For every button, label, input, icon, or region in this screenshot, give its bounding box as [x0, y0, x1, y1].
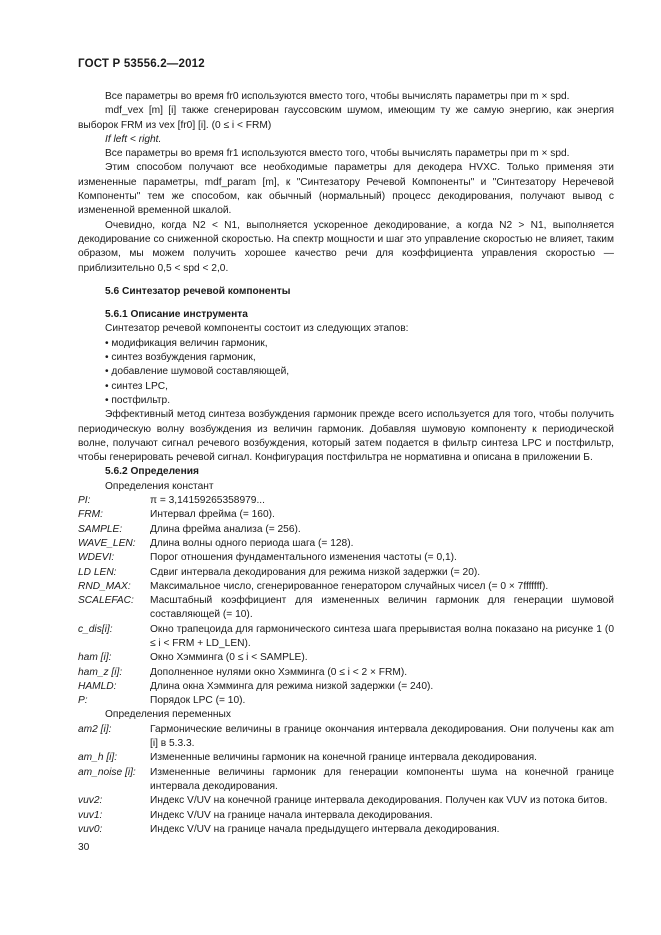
definition-text: Индекс V/UV на конечной границе интервала декодирования. Получен как VUV из потока битов. — [150, 795, 608, 807]
definition-term: ham [i]: — [78, 652, 112, 664]
paragraph: If left < right. — [105, 133, 162, 145]
definition-term: WDEVI: — [78, 552, 115, 564]
definition-row — [78, 508, 614, 522]
variables-list — [78, 723, 614, 837]
page-content — [78, 90, 614, 837]
paragraph: Очевидно, когда N2 < N1, выполняется ускоренное декодирование, а когда N2 > N1, выполняется декодирование со сниженной скоростью. На спектр мощности и шаг это управление скоростью не влияет, таким образом, мы можем получить хорошее качество речи для коэффициента управления скоростью — приблизительно 0,5 < spd < 2,0. — [78, 219, 614, 274]
definition-term: SCALEFAC: — [78, 595, 134, 607]
definition-row — [78, 823, 614, 837]
definition-term: HAMLD: — [78, 680, 117, 692]
definition-text: Длина волны одного периода шага (= 128). — [150, 537, 354, 549]
definition-term: P: — [78, 695, 88, 707]
definition-row — [78, 623, 614, 652]
definition-row — [78, 694, 614, 708]
definition-term: am_noise [i]: — [78, 766, 136, 778]
definition-row — [78, 523, 614, 537]
definition-row — [78, 537, 614, 551]
definition-row — [78, 566, 614, 580]
section-heading: 5.6 Синтезатор речевой компоненты — [105, 285, 291, 297]
subsection-heading: 5.6.2 Определения — [105, 466, 199, 478]
definition-row — [78, 809, 614, 823]
standard-header: ГОСТ Р 53556.2—2012 — [78, 58, 205, 70]
definition-text: Порядок LPC (= 10). — [150, 695, 246, 707]
definition-row — [78, 723, 614, 752]
definition-term: FRM: — [78, 509, 103, 521]
constants-list — [78, 494, 614, 708]
list-item: • синтез возбуждения гармоник, — [105, 352, 256, 364]
list-item: • добавление шумовой составляющей, — [105, 366, 290, 378]
page-number: 30 — [78, 842, 90, 853]
definition-text: Масштабный коэффициент для измененных величин гармоник для генерации шумовой составляющей (= 10). — [150, 595, 614, 621]
definition-text: Дополненное нулями окно Хэмминга (0 ≤ i < 2 × FRM). — [150, 666, 408, 678]
definition-text: π = 3,14159265358979... — [150, 495, 265, 507]
definition-text: Сдвиг интервала декодирования для режима низкой задержки (= 20). — [150, 566, 481, 578]
definition-term: c_dis[i]: — [78, 623, 113, 635]
definition-row — [78, 794, 614, 808]
definition-row — [78, 580, 614, 594]
definition-text: Длина окна Хэмминга для режима низкой задержки (= 240). — [150, 680, 434, 692]
definition-row — [78, 594, 614, 623]
definition-term: PI: — [78, 495, 91, 507]
definition-row — [78, 666, 614, 680]
definition-term: WAVE_LEN: — [78, 537, 136, 549]
definition-term: vuv2: — [78, 795, 103, 807]
definition-text: Индекс V/UV на границе начала предыдущего интервала декодирования. — [150, 823, 500, 835]
definition-row — [78, 494, 614, 508]
definition-text: Максимальное число, сгенерированное генератором случайных чисел (= 0 × 7fffffff). — [150, 580, 549, 592]
definition-term: ham_z [i]: — [78, 666, 123, 678]
paragraph: Все параметры во время fr1 используются вместо того, чтобы вычислять параметры при m × spd. — [105, 148, 570, 160]
definition-row — [78, 751, 614, 765]
definition-row — [78, 651, 614, 665]
definition-term: RND_MAX: — [78, 580, 131, 592]
paragraph: Этим способом получают все необходимые параметры для декодера HVXC. Только применяя эти измененные параметры, mdf_param [m], к "Синтезатору Речевой Компоненты" и "Синтезатору Неречевой Компоненты" тем же способом, как обычный (нормальный) процесс декодирования, получают вывод с измененной временной шкалой. — [78, 162, 614, 217]
definitions-label: Определения переменных — [105, 709, 231, 721]
definition-term: LD LEN: — [78, 566, 117, 578]
paragraph: Все параметры во время fr0 используются вместо того, чтобы вычислять параметры при m × spd. — [105, 91, 570, 102]
definition-row — [78, 680, 614, 694]
definition-row — [78, 551, 614, 565]
list-item: • модификация величин гармоник, — [105, 337, 268, 349]
definition-text: Индекс V/UV на границе начала интервала декодирования. — [150, 809, 433, 821]
definition-term: SAMPLE: — [78, 523, 123, 535]
definition-text: Гармонические величины в границе окончания интервала декодирования. Они получены как am [i] в 5.3.3. — [150, 723, 614, 750]
definition-text: Порог отношения фундаментального изменения частоты (= 0,1). — [150, 552, 457, 564]
definition-text: Окно Хэмминга (0 ≤ i < SAMPLE). — [150, 652, 308, 664]
list-item: • постфильтр. — [105, 394, 171, 406]
definition-term: am_h [i]: — [78, 752, 118, 764]
paragraph: Синтезатор речевой компоненты состоит из следующих этапов: — [105, 323, 409, 335]
definition-text: Измененные величины гармоник на конечной границе интервала декодирования. — [150, 752, 537, 764]
subsection-heading: 5.6.1 Описание инструмента — [105, 309, 248, 321]
paragraph: mdf_vex [m] [i] также сгенерирован гауссовским шумом, имеющим ту же самую энергию, как энергия выборок FRM из vex [fr0] [i]. (0 ≤ i < FRM) — [78, 105, 614, 131]
definition-text: Интервал фрейма (= 160). — [150, 509, 275, 521]
definition-text: Длина фрейма анализа (= 256). — [150, 523, 301, 535]
definition-text: Окно трапецоида для гармонического синтеза шага прерывистая волна показано на рисунке 1 (0 ≤ i < FRM + LD_LEN). — [150, 623, 614, 649]
definitions-label: Определения констант — [105, 480, 214, 492]
definition-term: am2 [i]: — [78, 723, 112, 735]
list-item: • синтез LPC, — [105, 380, 168, 392]
definition-text: Измененные величины гармоник для генерации компоненты шума на конечной границе интервала декодирования. — [150, 766, 614, 792]
definition-row — [78, 766, 614, 795]
definition-term: vuv0: — [78, 823, 103, 835]
paragraph: Эффективный метод синтеза возбуждения гармоник прежде всего используется для того, чтобы получить периодическую волну возбуждения из величин гармоник. Добавляя шумовую компоненту к периодической волне, получают сигнал речевого возбуждения, который затем подается в фильтр синтеза LPC и постфильтр, чтобы генерировать речевой сигнал. Конфигурация постфильтра не нормативна и описана в приложении Б. — [78, 409, 614, 464]
definition-term: vuv1: — [78, 809, 103, 821]
